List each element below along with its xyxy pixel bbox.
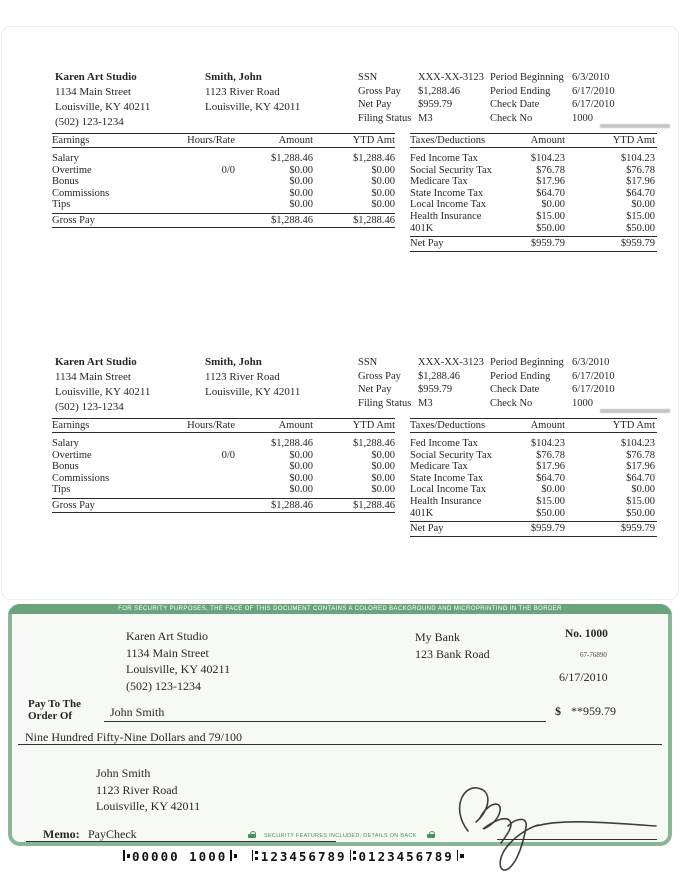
gross-pay-row [52, 214, 395, 229]
row-label: Social Security Tax [410, 449, 492, 461]
earnings-row-salary [52, 153, 395, 165]
row-amount: $0.00 [289, 199, 313, 211]
row-amount: $1,288.46 [271, 153, 313, 164]
row-amount: $0.00 [541, 199, 565, 211]
check-date-label: Check Date [490, 99, 540, 110]
row-ytd: $0.00 [371, 472, 395, 484]
company-city: Louisville, KY 40211 [55, 386, 151, 398]
hours-rate-col-header: Hours/Rate [187, 135, 235, 146]
ytd-col-header: YTD Amt [612, 135, 655, 146]
payer-name: Karen Art Studio [126, 629, 208, 643]
row-label: Health Insurance [410, 210, 482, 222]
row-amount: $50.00 [536, 222, 565, 234]
payer-phone: (502) 123-1234 [126, 678, 201, 693]
row-amount: $64.70 [536, 187, 565, 199]
row-ytd: $0.00 [371, 199, 395, 211]
check-number [565, 626, 608, 643]
payee-underline [104, 721, 546, 722]
employee-street: 1123 River Road [205, 86, 280, 98]
pay-to-line2: Order Of [28, 709, 73, 722]
pay-to-the-order-of-label [28, 699, 81, 722]
period-beginning-value: 6/3/2010 [572, 357, 610, 368]
row-hours [150, 153, 235, 165]
amount-words-underline [18, 744, 662, 745]
row-label: Commissions [52, 472, 110, 484]
row-hours [150, 188, 235, 200]
summary-row [358, 356, 484, 370]
tax-row-medicare [410, 461, 657, 473]
earnings-row-salary [52, 438, 395, 450]
signature-line [497, 839, 657, 840]
period-beginning-value: 6/3/2010 [572, 72, 610, 83]
company-street: 1134 Main Street [55, 371, 131, 383]
gross-pay-label: Gross Pay [358, 370, 401, 382]
net-pay-label: Net Pay [358, 99, 392, 110]
net-pay-value: $959.79 [418, 384, 453, 395]
period-row [490, 85, 615, 99]
net-pay-row [410, 522, 657, 537]
check-date-value: 6/17/2010 [572, 384, 615, 395]
row-ytd: $76.78 [626, 164, 655, 176]
scan-smudge [600, 409, 670, 413]
amount-in-words: Nine Hundred Fifty-Nine Dollars and 79/100 [25, 730, 242, 744]
payer-street: 1134 Main Street [126, 645, 209, 660]
earnings-header-row [52, 418, 395, 433]
period-row [490, 98, 615, 112]
gross-pay-value: $1,288.46 [418, 370, 460, 382]
employee-city: Louisville, KY 42011 [205, 386, 301, 398]
tax-row-health-insurance [410, 496, 657, 508]
check-no-label: Check No [490, 112, 533, 124]
row-amount: $104.23 [530, 153, 565, 164]
ytd-col-header: YTD Amt [352, 420, 395, 431]
payer-city: Louisville, KY 40211 [126, 662, 231, 676]
row-ytd: $0.00 [371, 461, 395, 473]
company-name: Karen Art Studio [55, 356, 137, 368]
taxes-header-row [410, 418, 657, 433]
earnings-row-commissions [52, 188, 395, 200]
row-amount: $50.00 [536, 507, 565, 519]
row-label: Bonus [52, 461, 79, 473]
row-ytd: $0.00 [371, 484, 395, 496]
taxes-col-header: Taxes/Deductions [410, 135, 486, 146]
row-ytd: $64.70 [626, 187, 655, 199]
row-amount: $17.96 [536, 461, 565, 473]
row-label: Social Security Tax [410, 164, 492, 176]
row-amount: $0.00 [289, 472, 313, 484]
row-amount: $1,288.46 [271, 438, 313, 449]
employee-address-block [205, 355, 300, 400]
security-note: SECURITY FEATURES INCLUDED. DETAILS ON BACK [264, 833, 417, 839]
bank-name: My Bank [415, 630, 460, 644]
period-beginning-label: Period Beginning [490, 357, 564, 368]
employee-name: Smith, John [205, 71, 262, 83]
ytd-col-header: YTD Amt [612, 420, 655, 431]
security-banner: FOR SECURITY PURPOSES, THE FACE OF THIS DOCUMENT CONTAINS A COLORED BACKGROUND AND MICROPRINTING IN THE BORDER [8, 604, 672, 614]
row-ytd: $64.70 [626, 472, 655, 484]
row-hours: 0/0 [221, 449, 235, 461]
pay-stub-copy-1 [0, 0, 680, 285]
row-label: Overtime [52, 164, 92, 176]
gross-pay-row-label: Gross Pay [52, 499, 95, 511]
row-ytd: $50.00 [626, 507, 655, 519]
gross-pay-row-ytd: $1,288.46 [353, 499, 395, 511]
period-row [490, 112, 615, 126]
row-hours: 0/0 [221, 164, 235, 176]
employee-street: 1123 River Road [205, 371, 280, 383]
gross-pay-row-amount: $1,288.46 [271, 499, 313, 511]
earnings-table [52, 418, 395, 513]
net-pay-value: $959.79 [418, 99, 453, 110]
row-ytd: $0.00 [371, 176, 395, 188]
row-ytd: $104.23 [620, 438, 655, 449]
company-address-block [55, 355, 150, 415]
row-ytd: $0.00 [371, 187, 395, 199]
memo-label: Memo: [43, 827, 80, 841]
tax-row-fed-income [410, 438, 657, 450]
gross-pay-row [52, 499, 395, 514]
tax-row-health-insurance [410, 211, 657, 223]
pay-period-block [490, 71, 615, 125]
check-payer-block [126, 628, 230, 694]
amount-col-header: Amount [278, 420, 313, 431]
check-number-label: No. [565, 628, 582, 640]
gross-pay-value: $1,288.46 [418, 85, 460, 97]
bank-block [415, 629, 490, 662]
check-number-value: 1000 [584, 628, 608, 640]
micr-transit-symbol [349, 850, 357, 861]
row-amount: $76.78 [536, 164, 565, 176]
amount-col-header: Amount [530, 135, 565, 146]
row-label: Salary [52, 153, 79, 164]
summary-row [358, 370, 484, 384]
row-label: Fed Income Tax [410, 438, 478, 449]
row-label: Tips [52, 199, 71, 211]
micr-onus-symbol [122, 850, 130, 861]
micr-transit-symbol [251, 850, 259, 861]
pay-stub-copy-2 [0, 285, 680, 570]
amount-col-header: Amount [278, 135, 313, 146]
row-ytd: $17.96 [626, 461, 655, 473]
tax-row-fed-income [410, 153, 657, 165]
pay-to-line1: Pay To The [28, 698, 81, 710]
row-label: Commissions [52, 187, 110, 199]
ssn-label: SSN [358, 72, 378, 83]
period-row [490, 356, 615, 370]
employee-name: Smith, John [205, 356, 262, 368]
memo-underline [26, 841, 336, 842]
row-label: Local Income Tax [410, 484, 487, 496]
row-hours [150, 199, 235, 211]
summary-row [358, 71, 484, 85]
row-amount: $76.78 [536, 449, 565, 461]
summary-row [358, 397, 484, 411]
company-street: 1134 Main Street [55, 86, 131, 98]
earnings-header-row [52, 133, 395, 148]
gross-pay-row-amount: $1,288.46 [271, 214, 313, 226]
tax-row-401k [410, 223, 657, 235]
company-phone: (502) 123-1234 [55, 116, 124, 128]
period-ending-value: 6/17/2010 [572, 85, 615, 97]
period-ending-label: Period Ending [490, 85, 551, 97]
earnings-col-header: Earnings [52, 420, 90, 431]
hours-rate-col-header: Hours/Rate [187, 420, 235, 431]
padlock-icon [248, 831, 256, 838]
check-no-value: 1000 [572, 112, 593, 124]
check-date-label: Check Date [490, 384, 540, 395]
row-label: Fed Income Tax [410, 153, 478, 164]
period-ending-value: 6/17/2010 [572, 370, 615, 382]
gross-pay-label: Gross Pay [358, 85, 401, 97]
row-amount: $64.70 [536, 472, 565, 484]
summary-row [358, 112, 484, 126]
row-label: State Income Tax [410, 472, 484, 484]
row-amount: $0.00 [541, 484, 565, 496]
empty-cell [150, 499, 235, 513]
earnings-col-header: Earnings [52, 135, 90, 146]
ytd-col-header: YTD Amt [352, 135, 395, 146]
bank-fraction-number: 67-76890 [580, 651, 607, 659]
tax-row-local-income [410, 484, 657, 496]
row-label: Medicare Tax [410, 176, 468, 188]
micr-routing-number: 123456789 [260, 849, 347, 864]
filing-status-value: M3 [418, 397, 433, 409]
net-pay-row-amount: $959.79 [530, 238, 565, 250]
row-ytd: $1,288.46 [353, 438, 395, 449]
row-amount: $0.00 [289, 187, 313, 199]
period-row [490, 397, 615, 411]
row-amount: $0.00 [289, 449, 313, 461]
payee-address-street: 1123 River Road [96, 782, 178, 797]
check-date-value: 6/17/2010 [572, 99, 615, 110]
net-pay-row-ytd: $959.79 [620, 238, 655, 250]
row-label: 401K [410, 222, 434, 234]
period-row [490, 383, 615, 397]
net-pay-row-label: Net Pay [410, 523, 444, 535]
filing-status-label: Filing Status [358, 112, 412, 124]
company-phone: (502) 123-1234 [55, 401, 124, 413]
employee-city: Louisville, KY 42011 [205, 101, 301, 113]
check-no-value: 1000 [572, 397, 593, 409]
earnings-row-tips [52, 199, 395, 211]
row-amount: $0.00 [289, 461, 313, 473]
row-amount: $104.23 [530, 438, 565, 449]
row-label: Overtime [52, 449, 92, 461]
taxes-col-header: Taxes/Deductions [410, 420, 486, 431]
gross-pay-row-label: Gross Pay [52, 214, 95, 226]
summary-row [358, 383, 484, 397]
earnings-row-bonus [52, 176, 395, 188]
summary-row [358, 98, 484, 112]
memo-value: PayCheck [88, 827, 137, 841]
period-row [490, 71, 615, 85]
net-pay-row-amount: $959.79 [530, 523, 565, 535]
tax-row-state-income [410, 473, 657, 485]
micr-onus-symbol [229, 850, 237, 861]
payee-address-city: Louisville, KY 42011 [96, 799, 201, 813]
earnings-row-overtime [52, 450, 395, 462]
row-ytd: $0.00 [371, 449, 395, 461]
taxes-header-row [410, 133, 657, 148]
row-label: Bonus [52, 176, 79, 188]
earnings-row-tips [52, 484, 395, 496]
dollar-sign: $ [555, 704, 561, 718]
row-ytd: $76.78 [626, 449, 655, 461]
row-ytd: $0.00 [631, 484, 655, 496]
micr-account-number: 0123456789 [358, 849, 454, 864]
pay-summary-block [358, 71, 484, 125]
earnings-table [52, 133, 395, 228]
row-label: Medicare Tax [410, 461, 468, 473]
row-amount: $15.00 [536, 210, 565, 222]
net-pay-label: Net Pay [358, 384, 392, 395]
row-label: Tips [52, 484, 71, 496]
row-hours [150, 461, 235, 473]
payee-address-name: John Smith [96, 766, 151, 780]
scan-smudge [600, 124, 670, 128]
employee-address-block [205, 70, 300, 115]
filing-status-label: Filing Status [358, 397, 412, 409]
row-amount: $15.00 [536, 495, 565, 507]
net-pay-row [410, 237, 657, 252]
row-amount: $0.00 [289, 164, 313, 176]
payee-address-block [96, 765, 200, 815]
row-hours [150, 438, 235, 450]
tax-row-social-security [410, 450, 657, 462]
ssn-value: XXX-XX-3123 [418, 357, 484, 368]
row-ytd: $15.00 [626, 495, 655, 507]
row-label: 401K [410, 507, 434, 519]
row-amount: $17.96 [536, 176, 565, 188]
row-label: State Income Tax [410, 187, 484, 199]
company-city: Louisville, KY 40211 [55, 101, 151, 113]
company-name: Karen Art Studio [55, 71, 137, 83]
signature [438, 776, 668, 876]
amount-col-header: Amount [530, 420, 565, 431]
row-hours [150, 176, 235, 188]
row-label: Health Insurance [410, 495, 482, 507]
row-ytd: $104.23 [620, 153, 655, 164]
pay-period-block [490, 356, 615, 410]
net-pay-row-ytd: $959.79 [620, 523, 655, 535]
row-ytd: $50.00 [626, 222, 655, 234]
tax-row-local-income [410, 199, 657, 211]
row-hours [150, 484, 235, 496]
amount-numeric: **959.79 [571, 704, 616, 718]
tax-row-state-income [410, 188, 657, 200]
row-ytd: $0.00 [371, 164, 395, 176]
ssn-label: SSN [358, 357, 378, 368]
net-pay-row-label: Net Pay [410, 238, 444, 250]
gross-pay-row-ytd: $1,288.46 [353, 214, 395, 226]
micr-line [120, 849, 466, 864]
row-amount: $0.00 [289, 176, 313, 188]
filing-status-value: M3 [418, 112, 433, 124]
check-date: 6/17/2010 [559, 670, 608, 684]
row-ytd: $15.00 [626, 210, 655, 222]
tax-row-401k [410, 508, 657, 520]
row-ytd: $0.00 [631, 199, 655, 211]
tax-row-medicare [410, 176, 657, 188]
earnings-row-bonus [52, 461, 395, 473]
payee-name: John Smith [110, 705, 165, 719]
row-ytd: $1,288.46 [353, 153, 395, 164]
bank-address: 123 Bank Road [415, 646, 490, 661]
row-hours [150, 473, 235, 485]
summary-row [358, 85, 484, 99]
pay-summary-block [358, 356, 484, 410]
check-no-label: Check No [490, 397, 533, 409]
tax-row-social-security [410, 165, 657, 177]
period-row [490, 370, 615, 384]
taxes-table [410, 133, 657, 252]
micr-onus-symbol [456, 850, 464, 861]
period-ending-label: Period Ending [490, 370, 551, 382]
earnings-row-commissions [52, 473, 395, 485]
row-label: Local Income Tax [410, 199, 487, 211]
taxes-table [410, 418, 657, 537]
period-beginning-label: Period Beginning [490, 72, 564, 83]
empty-cell [150, 214, 235, 228]
row-ytd: $17.96 [626, 176, 655, 188]
micr-check-number: 00000 1000 [132, 849, 228, 864]
padlock-icon [427, 831, 435, 838]
company-address-block [55, 70, 150, 130]
ssn-value: XXX-XX-3123 [418, 72, 484, 83]
earnings-row-overtime [52, 165, 395, 177]
row-amount: $0.00 [289, 484, 313, 496]
row-label: Salary [52, 438, 79, 449]
